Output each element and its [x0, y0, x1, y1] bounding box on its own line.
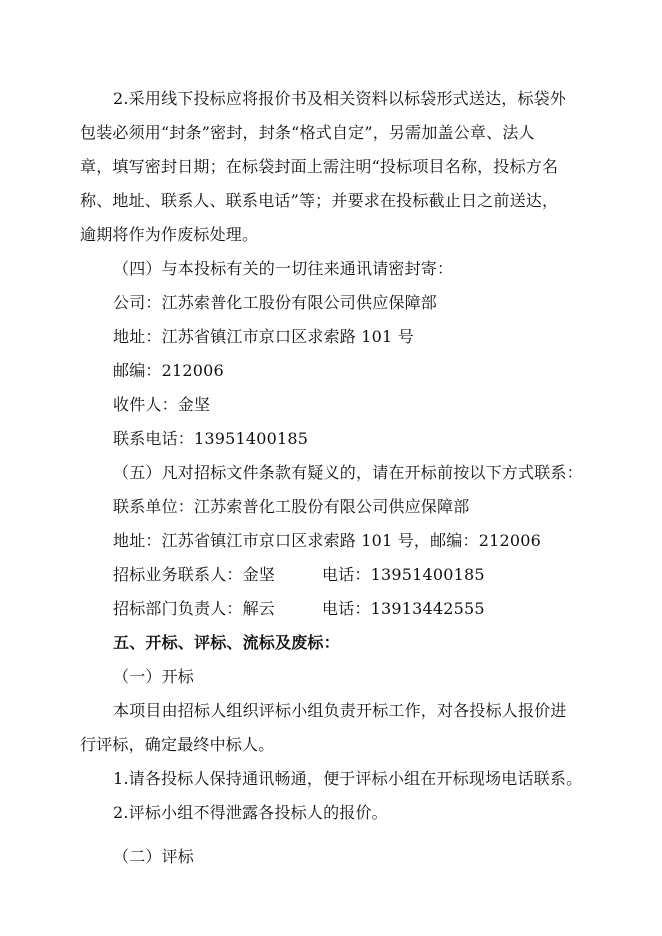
bidding-para-line-2: 包装必须用“封条”密封，封条“格式自定”，另需加盖公章、法人: [80, 123, 535, 142]
section5-contact1-name: 招标业务联系人：金坚: [113, 565, 276, 584]
bidding-para-line-1: 2.采用线下投标应将报价书及相关资料以标袋形式送达，标袋外: [113, 89, 567, 108]
section5-address: 地址：江苏省镇江市京口区求索路 101 号，邮编：212006: [113, 531, 541, 550]
section4-company: 公司：江苏索普化工股份有限公司供应保障部: [113, 293, 438, 312]
chapter5-item-1: 1.请各投标人保持通讯畅通，便于评标小组在开标现场电话联系。: [113, 769, 583, 788]
chapter5-item-2: 2.评标小组不得泄露各投标人的报价。: [113, 803, 388, 822]
section5-heading: （五）凡对招标文件条款有疑义的，请在开标前按以下方式联系：: [113, 463, 583, 482]
section5-unit: 联系单位：江苏索普化工股份有限公司供应保障部: [113, 497, 470, 516]
bidding-para-line-4: 称、地址、联系人、联系电话”等；并要求在投标截止日之前送达，: [80, 191, 559, 210]
section5-contact1-phone: 电话：13951400185: [322, 565, 485, 584]
chapter5-sub2: （二）评标: [113, 847, 195, 866]
chapter5-para1-line1: 本项目由招标人组织评标小组负责开标工作，对各投标人报价进: [113, 701, 567, 720]
bidding-para-line-5: 逾期将作为作废标处理。: [80, 225, 259, 244]
section4-phone: 联系电话：13951400185: [113, 429, 309, 448]
section4-postcode: 邮编：212006: [113, 361, 224, 380]
section4-heading: （四）与本投标有关的一切往来通讯请密封寄：: [113, 259, 454, 278]
chapter5-title: 五、开标、评标、流标及废标：: [113, 633, 340, 652]
chapter5-sub1: （一）开标: [113, 667, 195, 686]
section5-contact2-phone: 电话：13913442555: [322, 599, 485, 618]
section4-address: 地址：江苏省镇江市京口区求索路 101 号: [113, 327, 414, 346]
section5-contact2-name: 招标部门负责人：解云: [113, 599, 276, 618]
bidding-para-line-3: 章，填写密封日期；在标袋封面上需注明“投标项目名称，投标方名: [80, 157, 559, 176]
chapter5-para1-line2: 行评标，确定最终中标人。: [80, 735, 275, 754]
section4-recipient: 收件人：金坚: [113, 395, 211, 414]
